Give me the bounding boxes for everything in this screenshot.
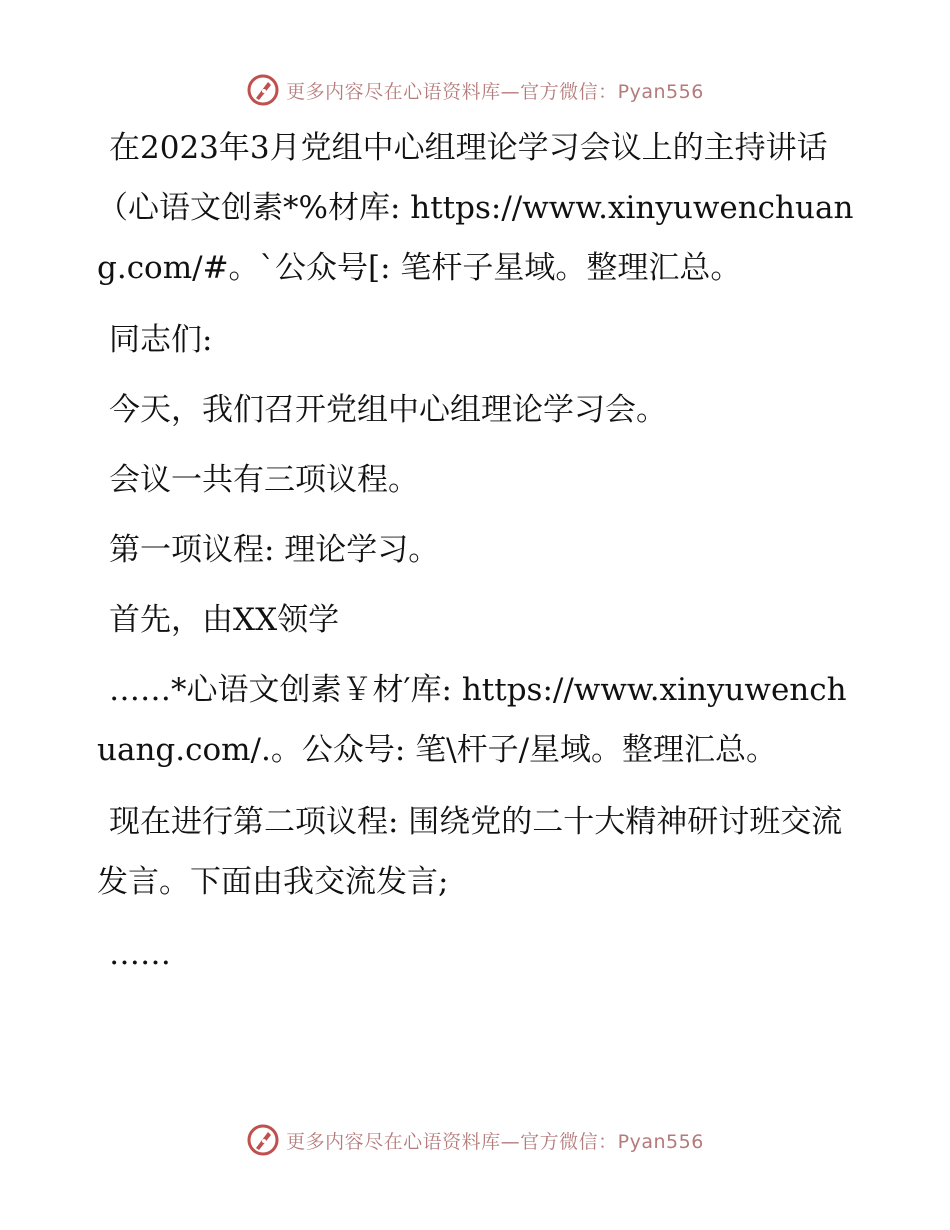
banner-text: 更多内容尽在心语资料库—官方微信：Pyan556: [286, 80, 704, 103]
pen-nib-logo-icon: [246, 1123, 280, 1157]
paragraph: 会议一共有三项议程。: [109, 462, 419, 498]
header-banner: [0, 70, 950, 110]
paragraph: 第一项议程: 理论学习。: [109, 532, 440, 568]
footer-banner: [0, 1120, 950, 1160]
paragraph: ……*心语文创素￥材′库: https://www.xinyuwenchuang.com/.。公众号: 笔\杆子/星域。整理汇总。: [97, 672, 847, 768]
pen-nib-logo-icon: [246, 73, 280, 107]
document-body: [97, 118, 857, 996]
paragraph: 今天，我们召开党组中心组理论学习会。: [109, 392, 667, 428]
banner-text: 更多内容尽在心语资料库—官方微信：Pyan556: [286, 1130, 704, 1153]
paragraph-title: 在2023年3月党组中心组理论学习会议上的主持讲话（心语文创素*%材库: https://www.xinyuwenchuang.com/#。`公众号[: 笔杆子星域。整理汇总。: [97, 130, 854, 286]
paragraph: 现在进行第二项议程: 围绕党的二十大精神研讨班交流发言。下面由我交流发言;: [97, 804, 843, 900]
paragraph: 首先，由XX领学: [109, 602, 340, 638]
paragraph-greeting: 同志们:: [109, 322, 213, 358]
paragraph-ellipsis: ……: [109, 936, 171, 972]
